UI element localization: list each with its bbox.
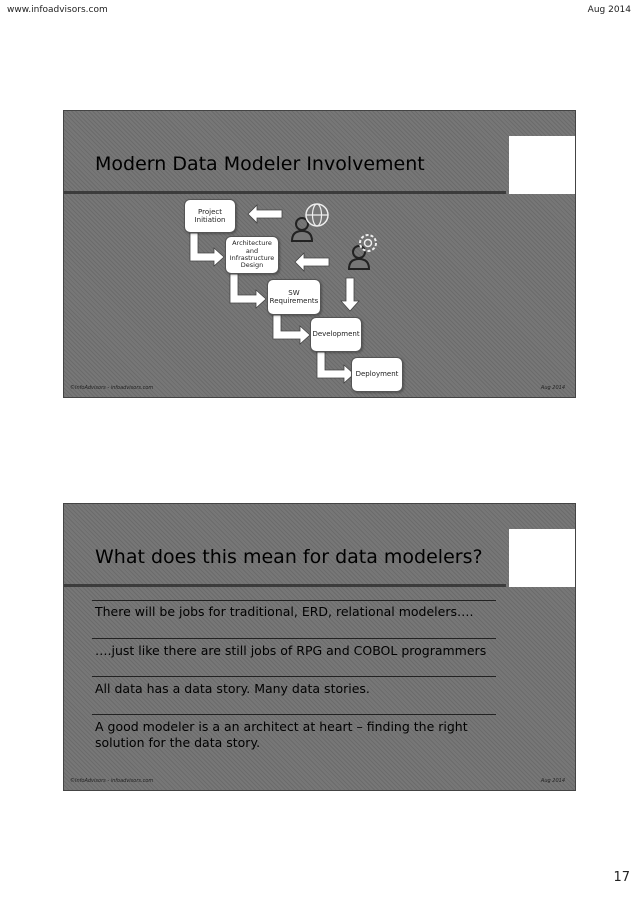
bullet-divider [92, 676, 496, 677]
slide-modern-data-modeler [63, 110, 576, 398]
process-diagram [64, 111, 576, 398]
bullet-item: There will be jobs for traditional, ERD, relational modelers…. [95, 604, 474, 619]
left-arrow-2 [295, 253, 329, 271]
step-label: Project Initiation [194, 207, 226, 224]
bullet-divider [92, 638, 496, 639]
bullet-divider [92, 714, 496, 715]
slide-footer-left: ©InfoAdvisors - infoadvisors.com [70, 385, 154, 391]
step-project-initiation [184, 199, 236, 233]
bullet-item: A good modeler is a an architect at heart – finding the right solution for the data story. [95, 719, 468, 750]
person-gear-icon [349, 235, 376, 269]
slide-title: What does this mean for data modelers? [95, 546, 483, 568]
step-label: Deployment [355, 370, 399, 379]
step-label: SW Requirements [269, 288, 319, 305]
header-date: Aug 2014 [587, 5, 631, 15]
site-url: www.infoadvisors.com [7, 5, 108, 15]
step-deployment [351, 357, 403, 392]
step-label: Development [312, 330, 360, 339]
page-number: 17 [613, 870, 630, 885]
slide-footer-date: Aug 2014 [540, 778, 565, 784]
elbow-arrow-1 [190, 233, 224, 266]
left-arrow-1 [248, 205, 282, 223]
down-arrow [341, 278, 359, 311]
slide-title: Modern Data Modeler Involvement [95, 153, 425, 175]
person-globe-icon [292, 204, 328, 241]
step-development [310, 317, 362, 352]
bullet-item: ….just like there are still jobs of RPG and COBOL programmers [95, 643, 487, 658]
step-sw-requirements [267, 279, 321, 315]
step-label: Architecture and Infrastructure Design [229, 239, 275, 270]
elbow-arrow-3 [273, 315, 310, 344]
step-architecture-design [225, 236, 279, 274]
bullet-item: All data has a data story. Many data stories. [95, 681, 370, 696]
elbow-arrow-2 [230, 274, 266, 308]
elbow-arrow-4 [317, 352, 354, 383]
slide-footer-left: ©InfoAdvisors - infoadvisors.com [70, 778, 154, 784]
slide-corner-tab [509, 529, 575, 587]
slide-what-does-this-mean [63, 503, 576, 791]
slide-footer-date: Aug 2014 [540, 385, 565, 391]
bullet-divider [92, 600, 496, 601]
